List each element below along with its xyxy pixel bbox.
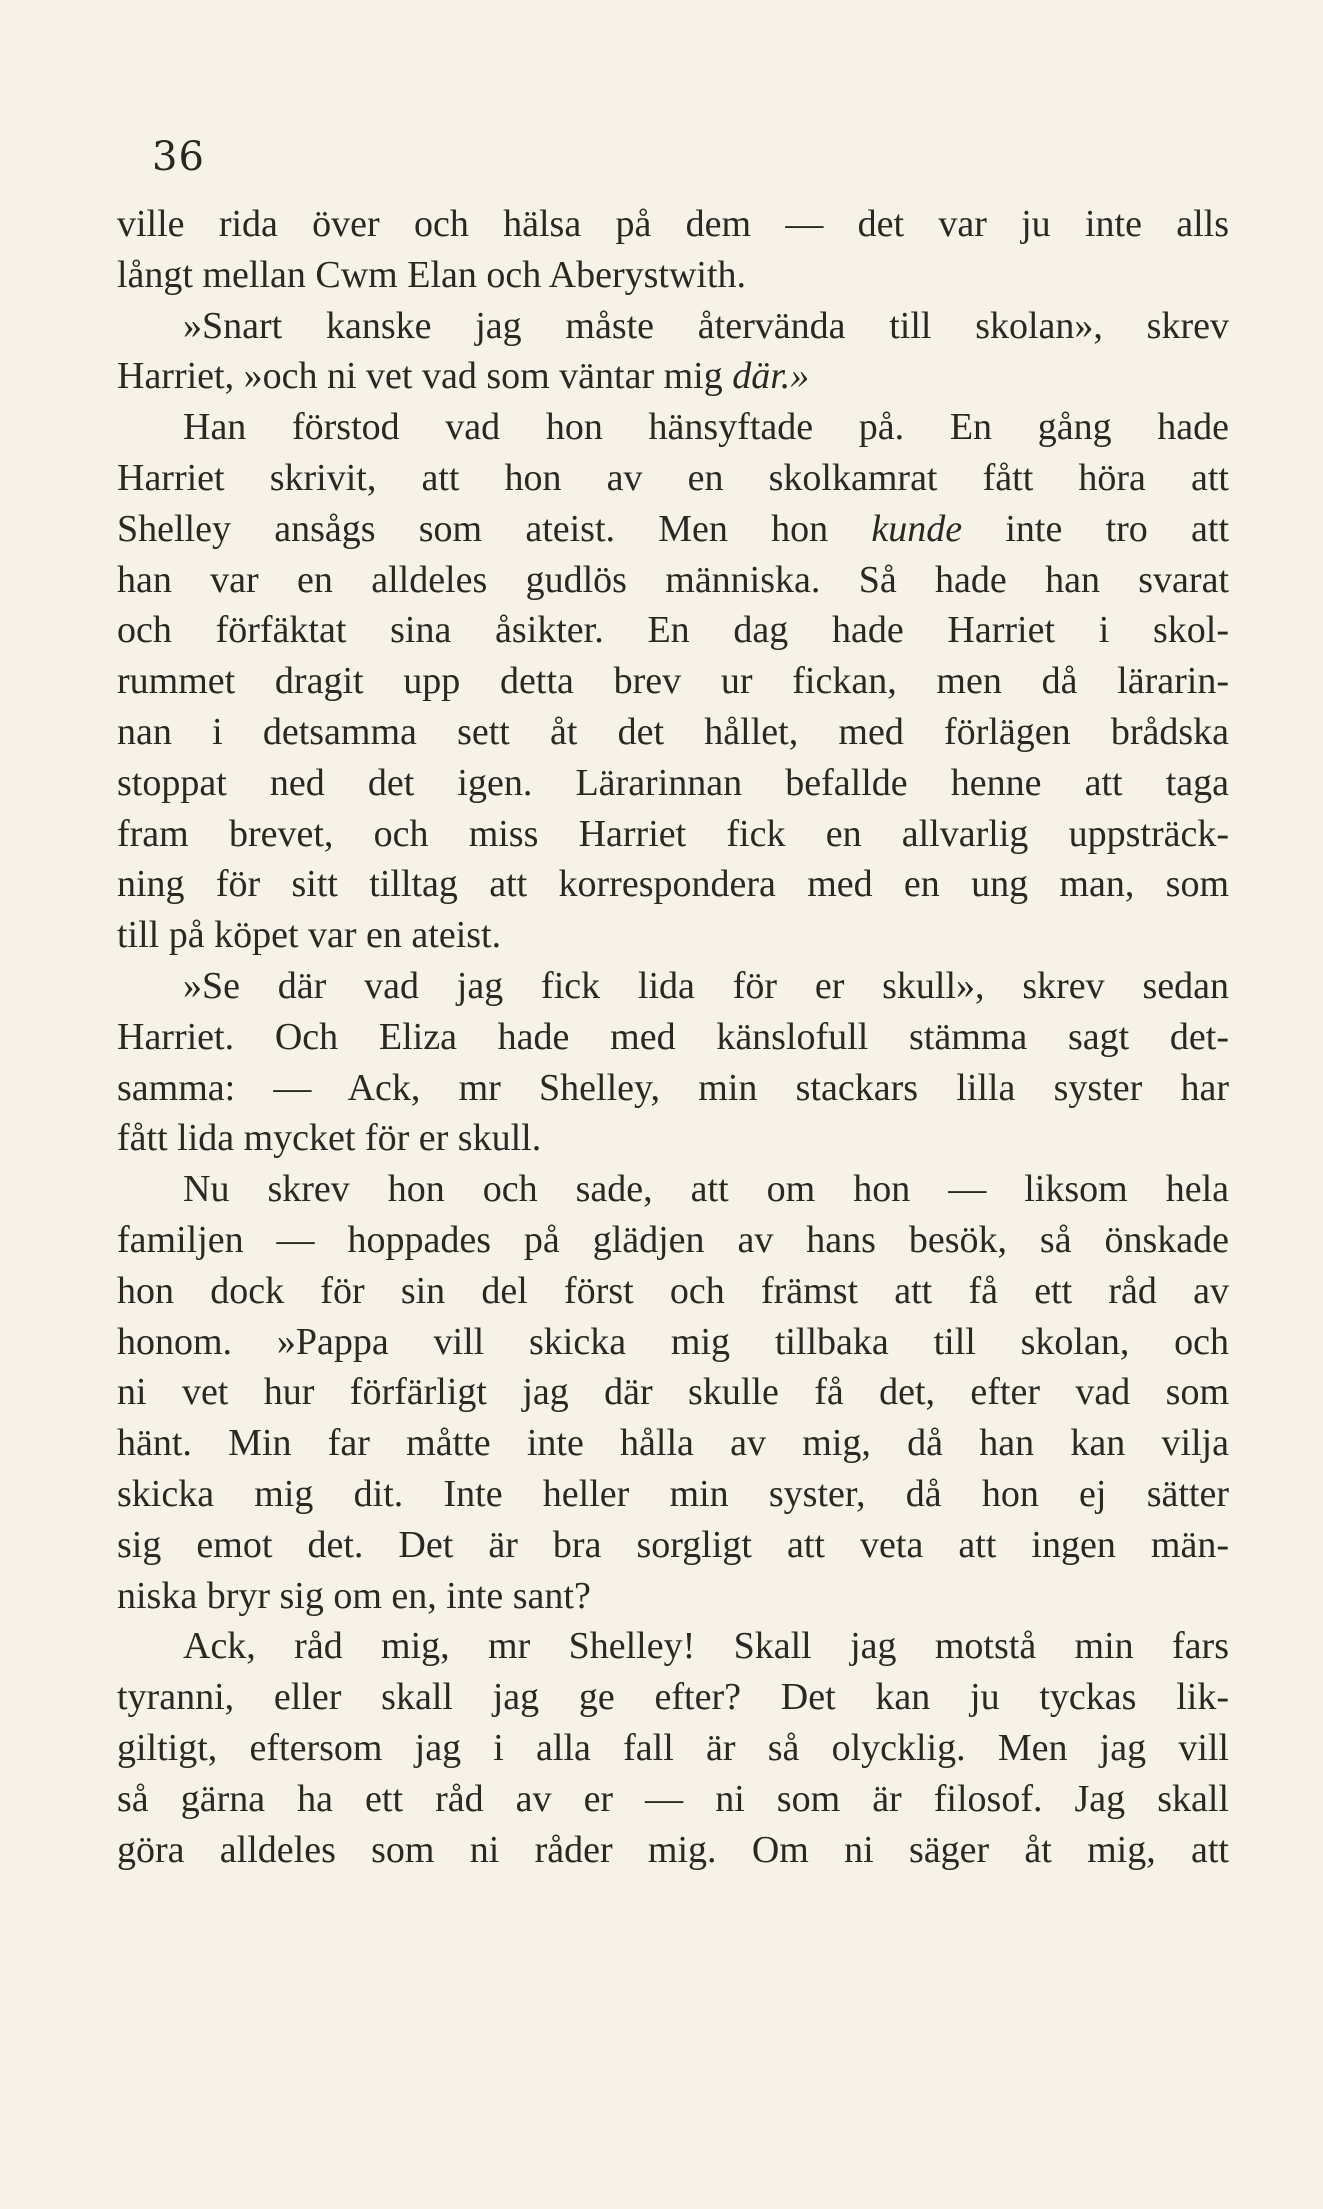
emphasized-word: kunde: [871, 507, 963, 550]
emphasized-word: där.»: [732, 355, 810, 398]
text-line: [117, 351, 1229, 402]
line-text: stoppat ned det igen. Lärarinnan befallde henne att taga: [117, 761, 1229, 804]
text-line: [117, 758, 1229, 809]
line-text: till på köpet var en ateist.: [117, 914, 502, 957]
line-text: »Snart kanske jag måste återvända till skolan», skrev: [183, 304, 1229, 347]
line-text: långt mellan Cwm Elan och Aberystwith.: [117, 253, 747, 296]
line-text: Han förstod vad hon hänsyftade på. En gång hade: [183, 406, 1229, 449]
line-text: sig emot det. Det är bra sorgligt att veta att ingen män-: [117, 1523, 1229, 1566]
text-line: [117, 1418, 1229, 1469]
line-text-continued: inte tro att: [1005, 507, 1229, 550]
body-text: [117, 199, 1229, 1875]
text-line: [117, 1672, 1229, 1723]
line-text: fått lida mycket för er skull.: [117, 1117, 542, 1160]
text-line: [117, 605, 1229, 656]
line-text: Harriet. Och Eliza hade med känslofull stämma sagt det-: [117, 1015, 1229, 1058]
line-text: han var en alldeles gudlös människa. Så hade han svarat: [117, 558, 1229, 601]
line-text: »Se där vad jag fick lida för er skull», skrev sedan: [183, 964, 1229, 1007]
text-line: [117, 1367, 1229, 1418]
text-line: [117, 707, 1229, 758]
line-text: hon dock för sin del först och främst att få ett råd av: [117, 1269, 1229, 1312]
line-text: nan i detsamma sett åt det hållet, med förlägen brådska: [117, 710, 1229, 753]
line-text: och förfäktat sina åsikter. En dag hade Harriet i skol-: [117, 609, 1229, 652]
line-text: skicka mig dit. Inte heller min syster, då hon ej sätter: [117, 1472, 1229, 1515]
text-line: [117, 1774, 1229, 1825]
line-text: fram brevet, och miss Harriet fick en allvarlig uppsträck-: [117, 812, 1229, 855]
line-text: Harriet skrivit, att hon av en skolkamrat fått höra att: [117, 456, 1229, 499]
text-line: [117, 1621, 1229, 1672]
line-text: niska bryr sig om en, inte sant?: [117, 1574, 591, 1617]
text-line: [117, 301, 1229, 352]
text-line: [117, 1520, 1229, 1571]
line-text: ning för sitt tilltag att korrespondera med en ung man, som: [117, 863, 1229, 906]
text-line: [117, 961, 1229, 1012]
line-text: honom. »Pappa vill skicka mig tillbaka till skolan, och: [117, 1320, 1229, 1363]
text-line: [117, 1215, 1229, 1266]
text-line: [117, 555, 1229, 606]
line-text: rummet dragit upp detta brev ur fickan, men då lärarin-: [117, 660, 1229, 703]
line-text: ville rida över och hälsa på dem — det var ju inte alls: [117, 203, 1229, 245]
line-text: tyranni, eller skall jag ge efter? Det kan ju tyckas lik-: [117, 1676, 1229, 1719]
line-text: göra alldeles som ni råder mig. Om ni säger åt mig, att: [117, 1828, 1229, 1871]
line-text: Harriet, »och ni vet vad som väntar mig: [117, 355, 723, 398]
line-text: ni vet hur förfärligt jag där skulle få det, efter vad som: [117, 1371, 1229, 1414]
text-line: [117, 1571, 1229, 1622]
text-line: [117, 1469, 1229, 1520]
text-line: [117, 1266, 1229, 1317]
line-text: hänt. Min far måtte inte hålla av mig, då han kan vilja: [117, 1422, 1229, 1465]
line-text: så gärna ha ett råd av er — ni som är filosof. Jag skall: [117, 1777, 1229, 1820]
text-line: [117, 809, 1229, 860]
line-text: Ack, råd mig, mr Shelley! Skall jag motstå min fars: [183, 1625, 1229, 1668]
text-line: [117, 453, 1229, 504]
text-line: [117, 199, 1229, 250]
line-text: Shelley ansågs som ateist. Men hon: [117, 507, 829, 550]
text-line: [117, 1164, 1229, 1215]
text-line: [117, 1723, 1229, 1774]
line-text: familjen — hoppades på glädjen av hans besök, så önskade: [117, 1218, 1229, 1261]
text-line: [117, 1317, 1229, 1368]
text-line: [117, 250, 1229, 301]
page-number: 36: [152, 134, 205, 180]
text-line: [117, 910, 1229, 961]
text-line: [117, 1063, 1229, 1114]
text-line: [117, 656, 1229, 707]
text-line: [117, 1113, 1229, 1164]
text-line: [117, 859, 1229, 910]
text-line: [117, 402, 1229, 453]
text-line: [117, 504, 1229, 555]
text-line: [117, 1825, 1229, 1876]
line-text: giltigt, eftersom jag i alla fall är så olycklig. Men jag vill: [117, 1726, 1229, 1769]
line-text: samma: — Ack, mr Shelley, min stackars lilla syster har: [117, 1066, 1229, 1109]
text-line: [117, 1012, 1229, 1063]
line-text: Nu skrev hon och sade, att om hon — liksom hela: [183, 1168, 1229, 1211]
